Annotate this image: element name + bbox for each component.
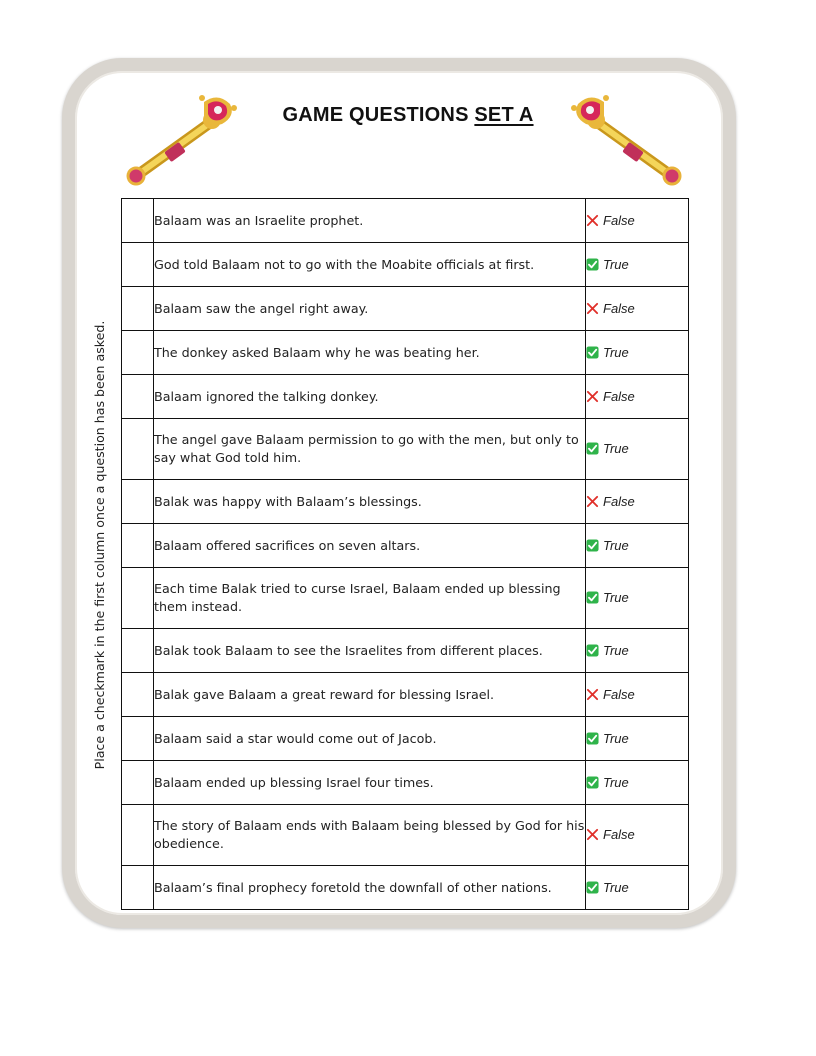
answer-cell <box>586 243 689 287</box>
red-x-icon <box>586 828 599 841</box>
answer-label: True <box>603 879 629 895</box>
green-check-icon <box>586 732 599 745</box>
question-row <box>122 866 689 910</box>
answer-cell <box>586 717 689 761</box>
asked-checkbox-cell[interactable] <box>122 419 154 480</box>
asked-checkbox-cell[interactable] <box>122 199 154 243</box>
asked-checkbox-cell[interactable] <box>122 866 154 910</box>
question-text: The angel gave Balaam permission to go with the men, but only to say what God told him. <box>154 419 586 480</box>
answer-cell <box>586 331 689 375</box>
answer-cell <box>586 524 689 568</box>
answer-cell <box>586 375 689 419</box>
asked-checkbox-cell[interactable] <box>122 524 154 568</box>
answer-cell <box>586 673 689 717</box>
answer-cell <box>586 866 689 910</box>
answer-label: True <box>603 441 629 456</box>
answer-label: True <box>603 537 629 553</box>
green-check-icon <box>586 881 599 894</box>
page-title <box>0 104 816 127</box>
green-check-icon <box>586 258 599 271</box>
asked-checkbox-cell[interactable] <box>122 717 154 761</box>
answer-cell <box>586 419 689 480</box>
answer-label: True <box>603 730 629 746</box>
questions-table <box>121 198 689 910</box>
answer-label: True <box>603 344 629 360</box>
red-x-icon <box>586 390 599 403</box>
answer-cell <box>586 629 689 673</box>
green-check-icon <box>586 539 599 552</box>
question-text: The story of Balaam ends with Balaam being blessed by God for his obedience. <box>154 805 586 866</box>
answer-cell <box>586 761 689 805</box>
question-row <box>122 568 689 629</box>
asked-checkbox-cell[interactable] <box>122 480 154 524</box>
answer-label: True <box>603 590 629 605</box>
question-text: Balak gave Balaam a great reward for blessing Israel. <box>154 673 586 717</box>
question-row <box>122 243 689 287</box>
answer-label: True <box>603 256 629 272</box>
question-text: The donkey asked Balaam why he was beating her. <box>154 331 586 375</box>
asked-checkbox-cell[interactable] <box>122 287 154 331</box>
answer-cell <box>586 480 689 524</box>
asked-checkbox-cell[interactable] <box>122 761 154 805</box>
answer-label: False <box>603 300 635 316</box>
green-check-icon <box>586 591 599 604</box>
question-row <box>122 375 689 419</box>
green-check-icon <box>586 442 599 455</box>
asked-checkbox-cell[interactable] <box>122 568 154 629</box>
question-row <box>122 287 689 331</box>
answer-label: False <box>603 212 635 228</box>
answer-cell <box>586 287 689 331</box>
red-x-icon <box>586 495 599 508</box>
question-text: Balak took Balaam to see the Israelites from different places. <box>154 629 586 673</box>
question-text: Balaam said a star would come out of Jacob. <box>154 717 586 761</box>
answer-label: True <box>603 642 629 658</box>
red-x-icon <box>586 214 599 227</box>
asked-checkbox-cell[interactable] <box>122 331 154 375</box>
question-row <box>122 480 689 524</box>
question-row <box>122 331 689 375</box>
question-text: Balaam saw the angel right away. <box>154 287 586 331</box>
question-row <box>122 524 689 568</box>
title-set: SET A <box>474 104 534 126</box>
title-main: GAME QUESTIONS <box>282 104 469 126</box>
answer-label: True <box>603 774 629 790</box>
question-text: God told Balaam not to go with the Moabite officials at first. <box>154 243 586 287</box>
question-row <box>122 419 689 480</box>
instruction-text: Place a checkmark in the first column once a question has been asked. <box>92 320 107 770</box>
red-x-icon <box>586 688 599 701</box>
answer-cell <box>586 568 689 629</box>
question-text: Balaam ended up blessing Israel four times. <box>154 761 586 805</box>
question-row <box>122 805 689 866</box>
asked-checkbox-cell[interactable] <box>122 375 154 419</box>
question-text: Balaam offered sacrifices on seven altars. <box>154 524 586 568</box>
red-x-icon <box>586 302 599 315</box>
answer-label: False <box>603 686 635 702</box>
answer-cell <box>586 805 689 866</box>
question-text: Balaam was an Israelite prophet. <box>154 199 586 243</box>
question-row <box>122 199 689 243</box>
question-text: Each time Balak tried to curse Israel, Balaam ended up blessing them instead. <box>154 568 586 629</box>
green-check-icon <box>586 776 599 789</box>
answer-label: False <box>603 827 635 842</box>
asked-checkbox-cell[interactable] <box>122 629 154 673</box>
question-row <box>122 629 689 673</box>
question-text: Balaam ignored the talking donkey. <box>154 375 586 419</box>
asked-checkbox-cell[interactable] <box>122 673 154 717</box>
green-check-icon <box>586 644 599 657</box>
asked-checkbox-cell[interactable] <box>122 805 154 866</box>
answer-label: False <box>603 388 635 404</box>
answer-cell <box>586 199 689 243</box>
asked-checkbox-cell[interactable] <box>122 243 154 287</box>
question-row <box>122 717 689 761</box>
green-check-icon <box>586 346 599 359</box>
question-row <box>122 761 689 805</box>
question-text: Balaam’s final prophecy foretold the downfall of other nations. <box>154 866 586 910</box>
question-text: Balak was happy with Balaam’s blessings. <box>154 480 586 524</box>
question-row <box>122 673 689 717</box>
answer-label: False <box>603 493 635 509</box>
